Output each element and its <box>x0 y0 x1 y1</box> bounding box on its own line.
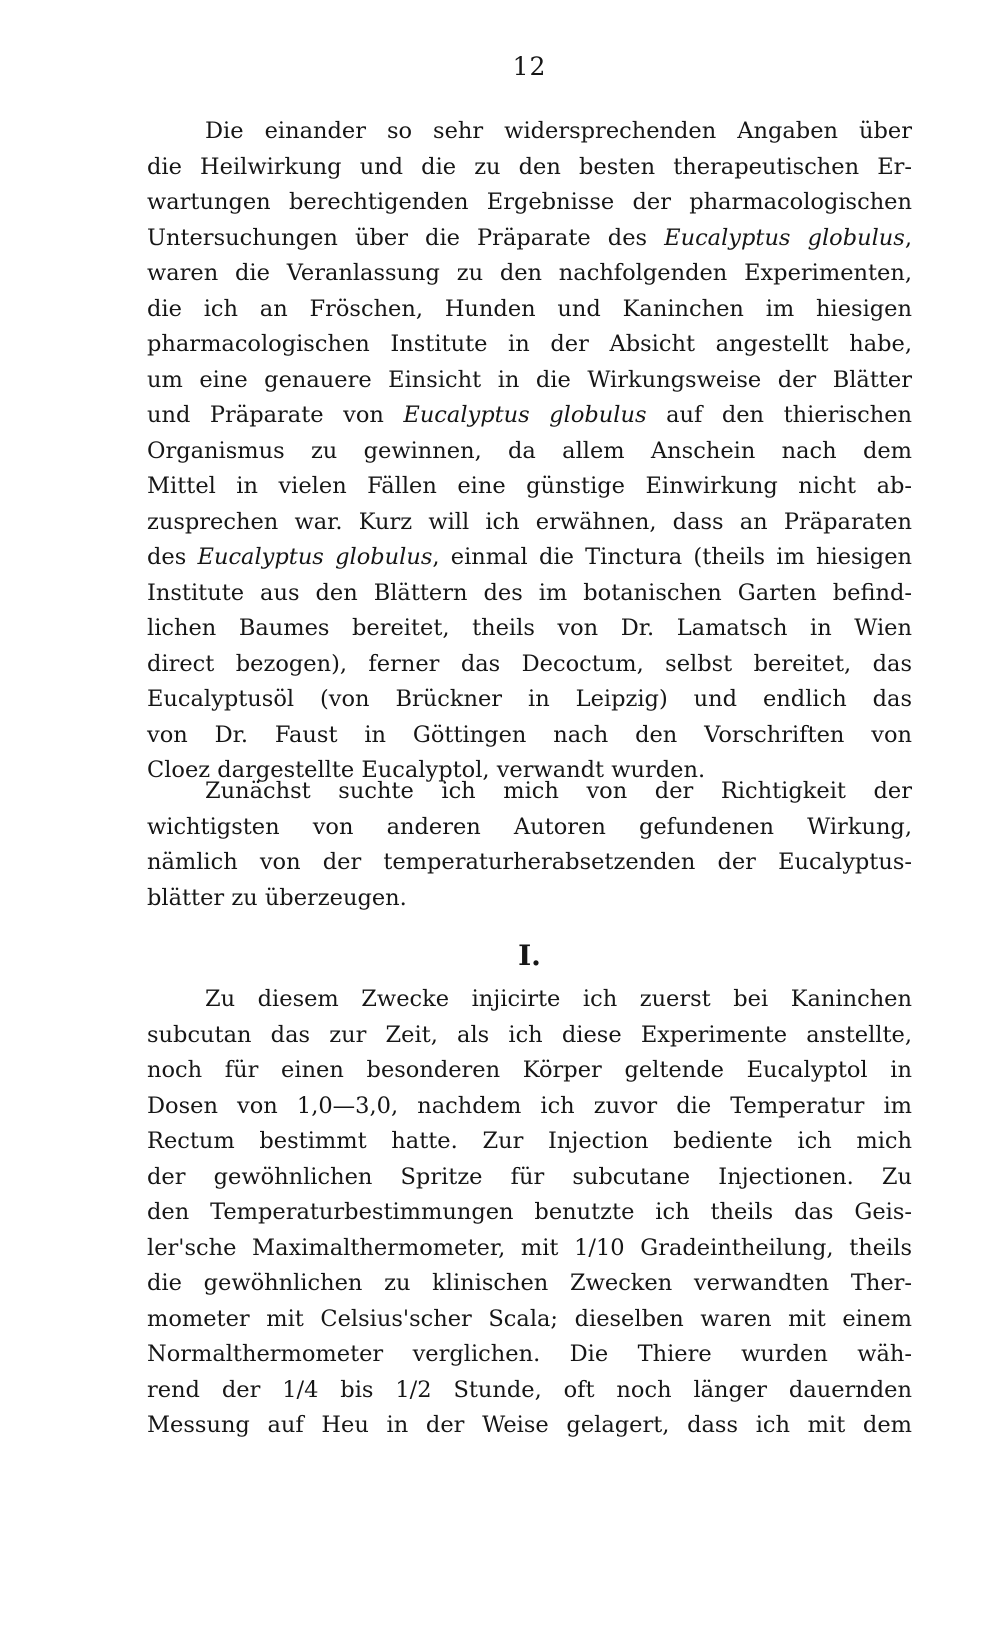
section-heading: I. <box>518 939 541 972</box>
species-name: Eucalyptus globulus <box>403 402 647 428</box>
paragraph-introduction <box>147 114 912 789</box>
paragraph-aim <box>147 774 912 916</box>
text-line: subcutan das zur Zeit, als ich diese Experimente anstellte, <box>147 1021 912 1048</box>
text-line: Untersuchungen über die Präparate des Eucalyptus globulus, <box>147 224 912 251</box>
text-line: Eucalyptusöl (von Brückner in Leipzig) und endlich das <box>147 686 912 712</box>
text-line: Die einander so sehr widersprechenden Angaben über <box>205 118 912 144</box>
species-name: Eucalyptus globulus <box>197 544 433 570</box>
text-line: von Dr. Faust in Göttingen nach den Vorschriften von <box>147 721 912 748</box>
text-line: und Präparate von Eucalyptus globulus auf den thierischen <box>147 402 913 428</box>
text-line: rend der 1/4 bis 1/2 Stunde, oft noch länger dauernden <box>147 1376 912 1403</box>
text-line: waren die Veranlassung zu den nachfolgenden Experimenten, <box>147 260 912 286</box>
text-line: der gewöhnlichen Spritze für subcutane Injectionen. Zu <box>147 1163 912 1190</box>
text-line: Zu diesem Zwecke injicirte ich zuerst bei Kaninchen <box>205 986 912 1012</box>
text-line: wichtigsten von anderen Autoren gefundenen Wirkung, <box>147 813 912 840</box>
text-line: Mittel in vielen Fällen eine günstige Einwirkung nicht ab- <box>147 473 912 499</box>
text-line: die ich an Fröschen, Hunden und Kaninchen im hiesigen <box>147 295 912 322</box>
text-line: Cloez dargestellte Eucalyptol, verwandt wurden. <box>147 757 706 783</box>
text-line: Dosen von 1,0—3,0, nachdem ich zuvor die Temperatur im <box>147 1092 912 1119</box>
text-line: zusprechen war. Kurz will ich erwähnen, dass an Präparaten <box>147 508 912 535</box>
species-name: Eucalyptus globulus <box>664 224 905 251</box>
text-line: nämlich von der temperaturherabsetzenden der Eucalyptus- <box>147 849 912 875</box>
text-line: lichen Baumes bereitet, theils von Dr. Lamatsch in Wien <box>147 615 912 641</box>
text-line: Rectum bestimmt hatte. Zur Injection bediente ich mich <box>147 1128 912 1154</box>
text-line: des Eucalyptus globulus, einmal die Tinctura (theils im hiesigen <box>147 544 913 570</box>
text-line: die gewöhnlichen zu klinischen Zwecken verwandten Ther- <box>147 1270 912 1296</box>
text-line: wartungen berechtigenden Ergebnisse der pharmacologischen <box>147 189 912 215</box>
text-line: den Temperaturbestimmungen benutzte ich theils das Geis- <box>147 1199 912 1225</box>
paragraph-method <box>147 982 912 1444</box>
text-line: Normalthermometer verglichen. Die Thiere wurden wäh- <box>147 1341 912 1367</box>
page-number: 12 <box>512 52 547 81</box>
text-line: Messung auf Heu in der Weise gelagert, dass ich mit dem <box>147 1412 912 1438</box>
text-line: Organismus zu gewinnen, da allem Anschein nach dem <box>147 437 912 464</box>
text-line: die Heilwirkung und die zu den besten therapeutischen Er- <box>147 153 912 180</box>
text-line: pharmacologischen Institute in der Absicht angestellt habe, <box>147 331 912 357</box>
text-line: noch für einen besonderen Körper geltende Eucalyptol in <box>147 1057 912 1083</box>
text-line: Institute aus den Blättern des im botanischen Garten befind- <box>147 579 912 606</box>
text-line: Zunächst suchte ich mich von der Richtigkeit der <box>205 778 912 804</box>
text-line: mometer mit Celsius'scher Scala; dieselben waren mit einem <box>147 1305 912 1332</box>
text-line: direct bezogen), ferner das Decoctum, selbst bereitet, das <box>147 650 912 677</box>
text-line: ler'sche Maximalthermometer, mit 1/10 Gradeintheilung, theils <box>147 1234 912 1261</box>
text-line: blätter zu überzeugen. <box>147 884 407 911</box>
text-line: um eine genauere Einsicht in die Wirkungsweise der Blätter <box>147 366 912 393</box>
book-page <box>147 0 912 1628</box>
